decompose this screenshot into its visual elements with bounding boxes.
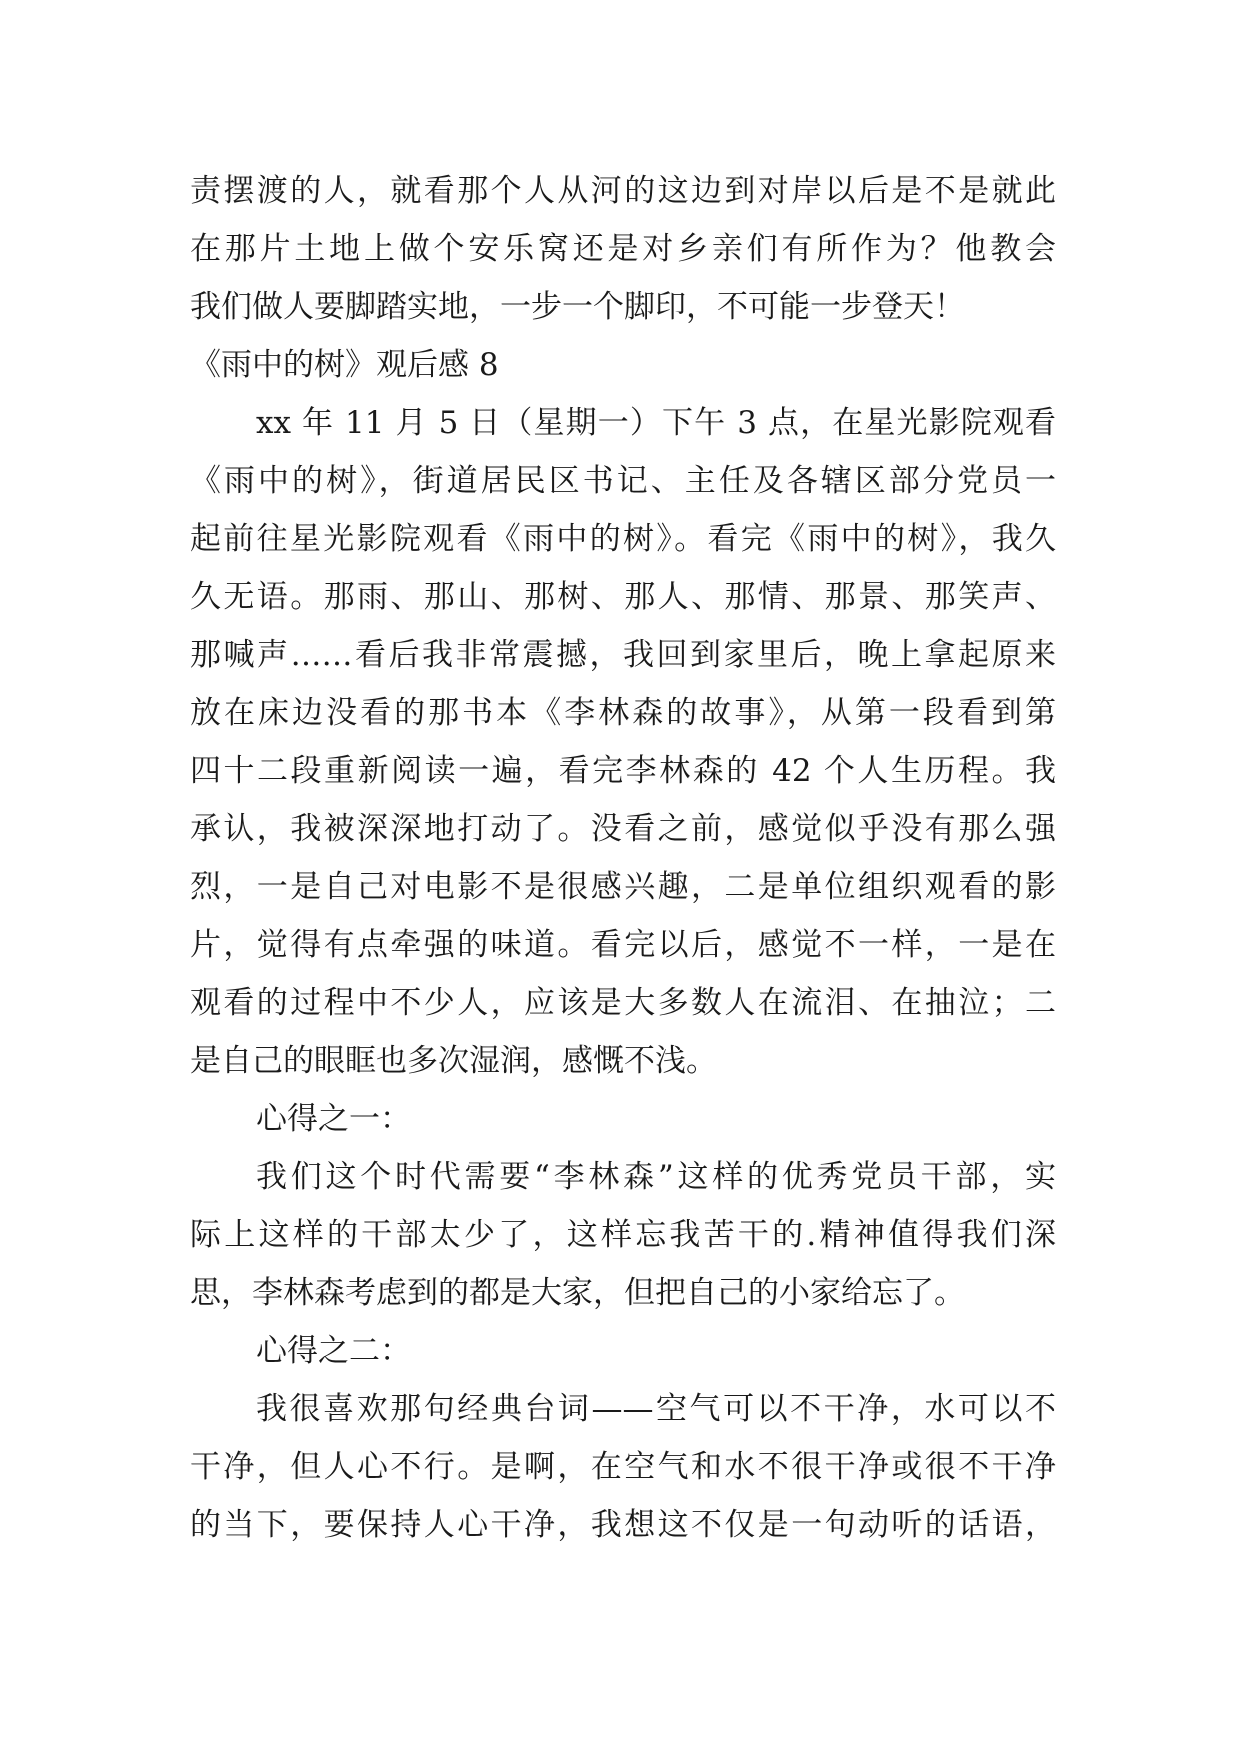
paragraph-line: 《雨中的树》，街道居民区书记、主任及各辖区部分党员一 [190, 463, 1056, 499]
paragraph-line: 起前往星光影院观看《雨中的树》。看完《雨中的树》，我久 [190, 521, 1056, 557]
paragraph-line: 四十二段重新阅读一遍，看完李林森的 42 个人生历程。我 [190, 753, 1056, 789]
section-heading: 《雨中的树》观后感 8 [190, 347, 499, 383]
paragraph-line: 观看的过程中不少人，应该是大多数人在流泪、在抽泣；二 [190, 985, 1056, 1021]
paragraph-line: 责摆渡的人，就看那个人从河的这边到对岸以后是不是就此 [190, 173, 1056, 209]
paragraph-line: 放在床边没看的那书本《李林森的故事》，从第一段看到第 [190, 695, 1056, 731]
subheading-insight-two: 心得之二： [256, 1333, 411, 1369]
paragraph-line: 片，觉得有点牵强的味道。看完以后，感觉不一样，一是在 [190, 927, 1056, 963]
paragraph-line: 是自己的眼眶也多次湿润，感慨不浅。 [190, 1043, 717, 1079]
paragraph-line: 我们做人要脚踏实地，一步一个脚印，不可能一步登天！ [190, 289, 965, 325]
paragraph-line: 干净，但人心不行。是啊，在空气和水不很干净或很不干净 [190, 1449, 1056, 1485]
paragraph-line: 烈，一是自己对电影不是很感兴趣，二是单位组织观看的影 [190, 869, 1056, 905]
paragraph-line: 的当下，要保持人心干净，我想这不仅是一句动听的话语， [190, 1507, 1056, 1543]
paragraph-line: xx 年 11 月 5 日（星期一）下午 3 点，在星光影院观看 [256, 405, 1056, 441]
document-body [190, 162, 1056, 1554]
paragraph-line: 在那片土地上做个安乐窝还是对乡亲们有所作为？他教会 [190, 231, 1056, 267]
paragraph-line: 我很喜欢那句经典台词——空气可以不干净，水可以不 [256, 1391, 1056, 1427]
paragraph-line: 我们这个时代需要“李林森”这样的优秀党员干部，实 [256, 1159, 1056, 1195]
paragraph-line: 思，李林森考虑到的都是大家，但把自己的小家给忘了。 [190, 1275, 965, 1311]
paragraph-line: 久无语。那雨、那山、那树、那人、那情、那景、那笑声、 [190, 579, 1056, 615]
paragraph-line: 那喊声……看后我非常震撼，我回到家里后，晚上拿起原来 [190, 637, 1056, 673]
paragraph-line: 际上这样的干部太少了，这样忘我苦干的.精神值得我们深 [190, 1217, 1056, 1253]
subheading-insight-one: 心得之一： [256, 1101, 411, 1137]
paragraph-line: 承认，我被深深地打动了。没看之前，感觉似乎没有那么强 [190, 811, 1056, 847]
